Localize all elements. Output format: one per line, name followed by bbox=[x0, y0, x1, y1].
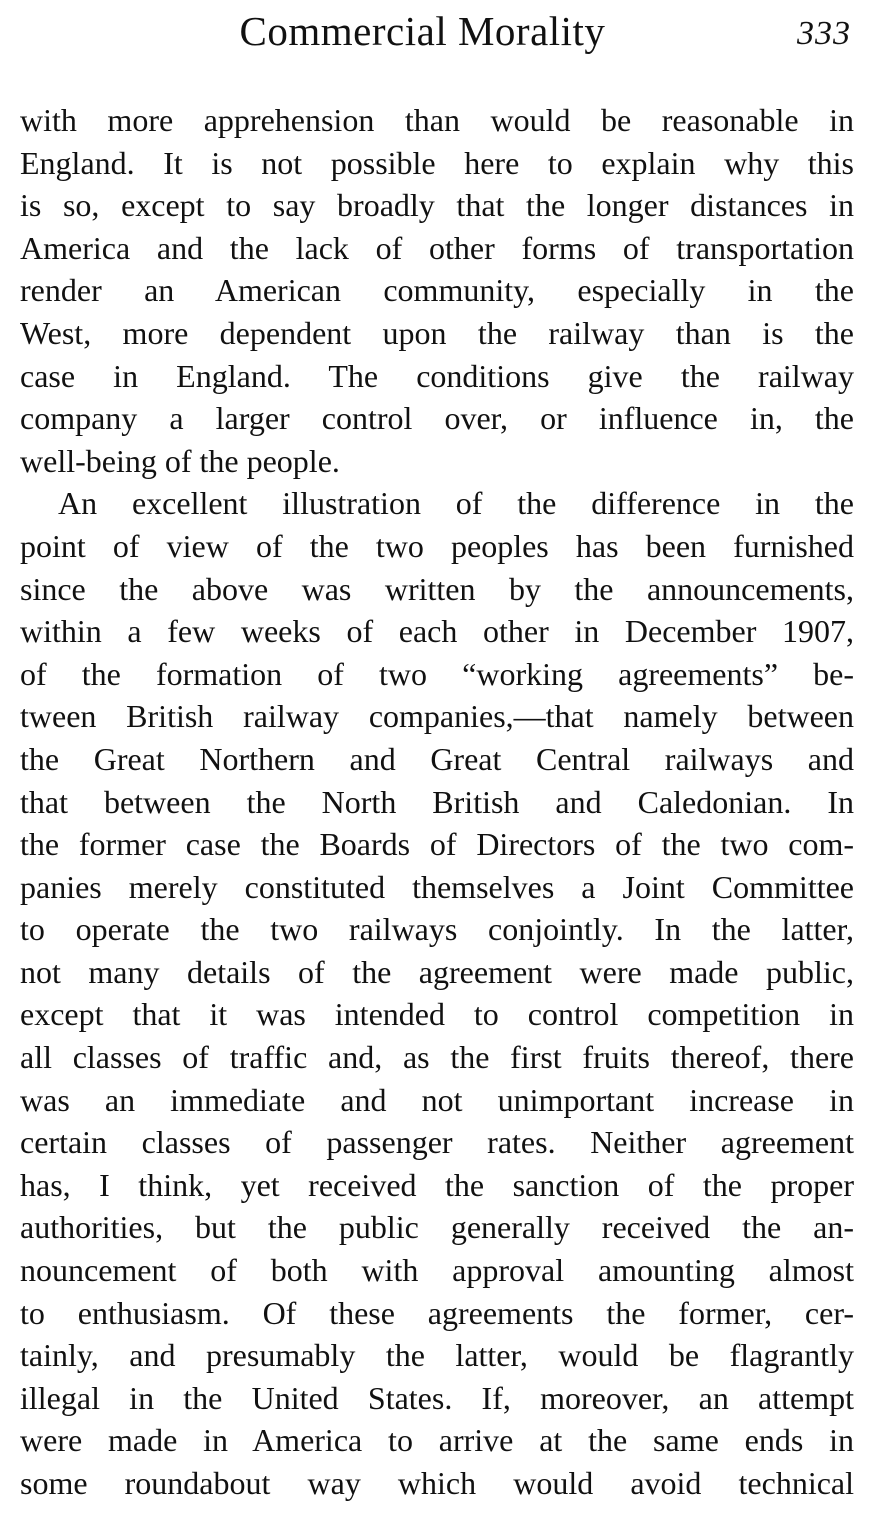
text-line: England. It is not possible here to explain why this bbox=[20, 144, 854, 181]
text-line: that between the North British and Caledonian. In bbox=[20, 783, 854, 820]
text-line: the Great Northern and Great Central railways and bbox=[20, 740, 854, 777]
text-line: certain classes of passenger rates. Neither agreement bbox=[20, 1124, 854, 1161]
text-line: render an American community, especially in the bbox=[20, 272, 854, 309]
text-line: America and the lack of other forms of transportation bbox=[20, 229, 854, 266]
text-line: case in England. The conditions give the railway bbox=[20, 357, 854, 394]
text-line: not many details of the agreement were made public, bbox=[20, 953, 854, 990]
text-line: since the above was written by the announcements, bbox=[20, 570, 854, 607]
text-line: nouncement of both with approval amounting almost bbox=[20, 1252, 854, 1289]
body-text bbox=[20, 99, 854, 1505]
text-line: within a few weeks of each other in December 1907, bbox=[20, 613, 854, 650]
text-line: is so, except to say broadly that the longer distances in bbox=[20, 187, 854, 224]
text-line: has, I think, yet received the sanction of the proper bbox=[20, 1166, 854, 1203]
text-line: with more apprehension than would be reasonable in bbox=[20, 102, 854, 138]
running-title: Commercial Morality bbox=[239, 8, 606, 54]
text-line: panies merely constituted themselves a Joint Committee bbox=[20, 868, 854, 905]
text-line: authorities, but the public generally received the an- bbox=[20, 1209, 854, 1246]
text-line: except that it was intended to control competition in bbox=[20, 996, 854, 1033]
page-number: 333 bbox=[797, 15, 851, 52]
text-line: all classes of traffic and, as the first fruits thereof, there bbox=[20, 1039, 854, 1076]
paragraph-end-line: well-being of the people. bbox=[20, 442, 340, 479]
text-line: the former case the Boards of Directors of the two com- bbox=[20, 826, 854, 863]
paragraph-start-line: An excellent illustration of the difference in the bbox=[58, 485, 854, 522]
text-line: of the formation of two “working agreements” be- bbox=[20, 655, 854, 692]
text-line: West, more dependent upon the railway than is the bbox=[20, 314, 854, 351]
text-line: was an immediate and not unimportant increase in bbox=[20, 1081, 854, 1118]
running-head bbox=[0, 6, 881, 56]
text-line: were made in America to arrive at the same ends in bbox=[20, 1422, 854, 1459]
text-line: illegal in the United States. If, moreover, an attempt bbox=[20, 1379, 854, 1416]
text-line: company a larger control over, or influence in, the bbox=[20, 400, 854, 437]
text-line: to operate the two railways conjointly. In the latter, bbox=[20, 911, 854, 948]
text-line: to enthusiasm. Of these agreements the former, cer- bbox=[20, 1294, 854, 1331]
text-line: tainly, and presumably the latter, would be flagrantly bbox=[20, 1337, 854, 1374]
text-line: point of view of the two peoples has been furnished bbox=[20, 527, 854, 564]
text-line: some roundabout way which would avoid technical bbox=[20, 1465, 854, 1501]
text-line: tween British railway companies,—that namely between bbox=[20, 698, 854, 735]
